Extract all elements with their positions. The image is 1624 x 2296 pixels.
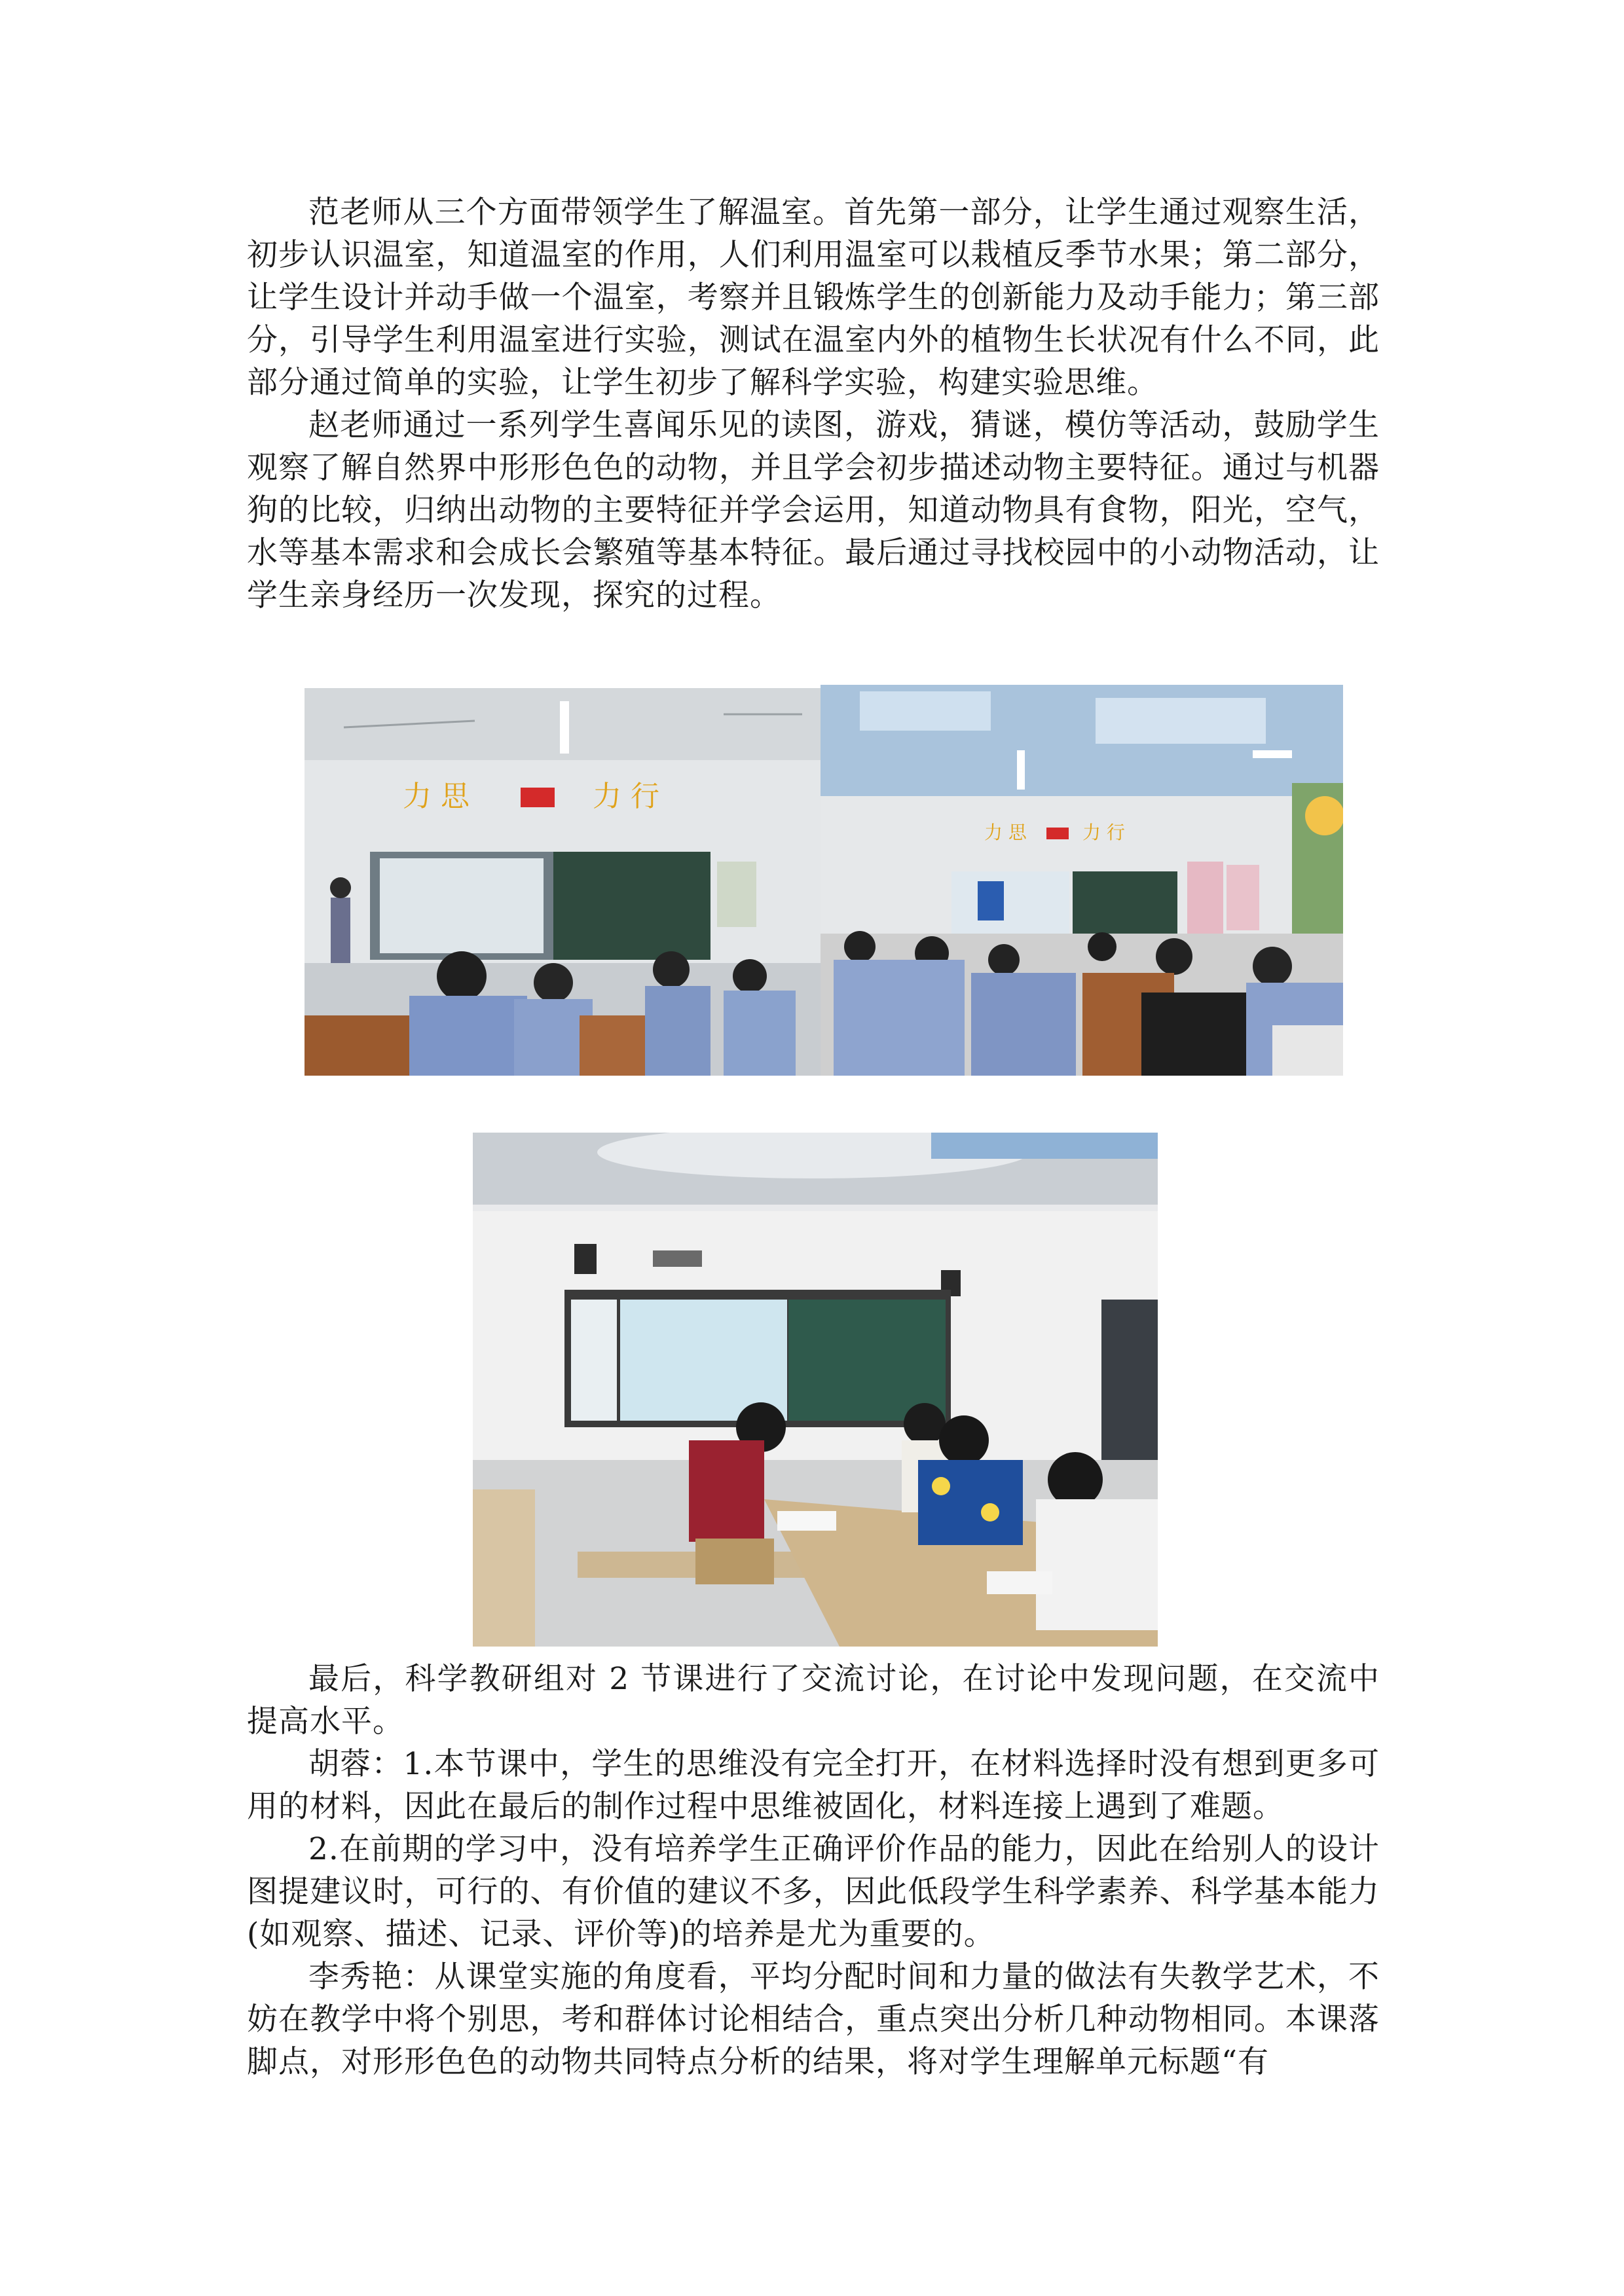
paragraph-zhao-teacher: 赵老师通过一系列学生喜闻乐见的读图，游戏，猜谜，模仿等活动，鼓励学生观察了解自然界中形形色色的动物，并且学会初步描述动物主要特征。通过与机器狗的比较，归纳出动物的主要特征并学会运用，知道动物具有食物，阳光，空气，水等基本需求和会成长会繁殖等基本特征。最后通过寻找校园中的小动物活动，让学生亲身经历一次发现，探究的过程。 [247,407,1380,613]
slogan-left: 力 思 [403,780,470,813]
discussion-photo [473,1133,1158,1647]
paragraph-summary: 最后，科学教研组对 2 节课进行了交流讨论，在讨论中发现问题，在交流中提高水平。 [247,1661,1380,1740]
paragraph-hu-rong-1: 胡蓉：1.本节课中，学生的思维没有完全打开，在材料选择时没有想到更多可用的材料，因此在最后的制作过程中思维被固化，材料连接上遇到了难题。 [247,1746,1380,1825]
classroom-photo-left [304,688,821,1076]
paragraph-hu-rong-2: 2.在前期的学习中，没有培养学生正确评价作品的能力，因此在给别人的设计图提建议时，可行的、有价值的建议不多，因此低段学生科学素养、科学基本能力(如观察、描述、记录、评价等)的培养是尤为重要的。 [247,1831,1380,1952]
classroom-photo-right [821,685,1343,1076]
slogan-right: 力 行 [593,780,659,813]
svg-text:力 思: 力 思 [984,822,1027,843]
paragraph-fan-teacher: 范老师从三个方面带领学生了解温室。首先第一部分，让学生通过观察生活，初步认识温室，知道温室的作用，人们利用温室可以栽植反季节水果；第二部分，让学生设计并动手做一个温室，考察并且锻炼学生的创新能力及动手能力；第三部分，引导学生利用温室进行实验，测试在温室内外的植物生长状况有什么不同，此部分通过简单的实验，让学生初步了解科学实验，构建实验思维。 [247,194,1380,401]
paragraph-li-xiuyan: 李秀艳：从课堂实施的角度看，平均分配时间和力量的做法有失教学艺术，不妨在教学中将个别思，考和群体讨论相结合，重点突出分析几种动物相同。本课落脚点，对形形色色的动物共同特点分析的结果，将对学生理解单元标题“有 [247,1959,1380,2080]
svg-text:力 行: 力 行 [1082,822,1125,843]
top-text-block [247,191,1380,617]
bottom-text-block [247,1658,1380,2083]
